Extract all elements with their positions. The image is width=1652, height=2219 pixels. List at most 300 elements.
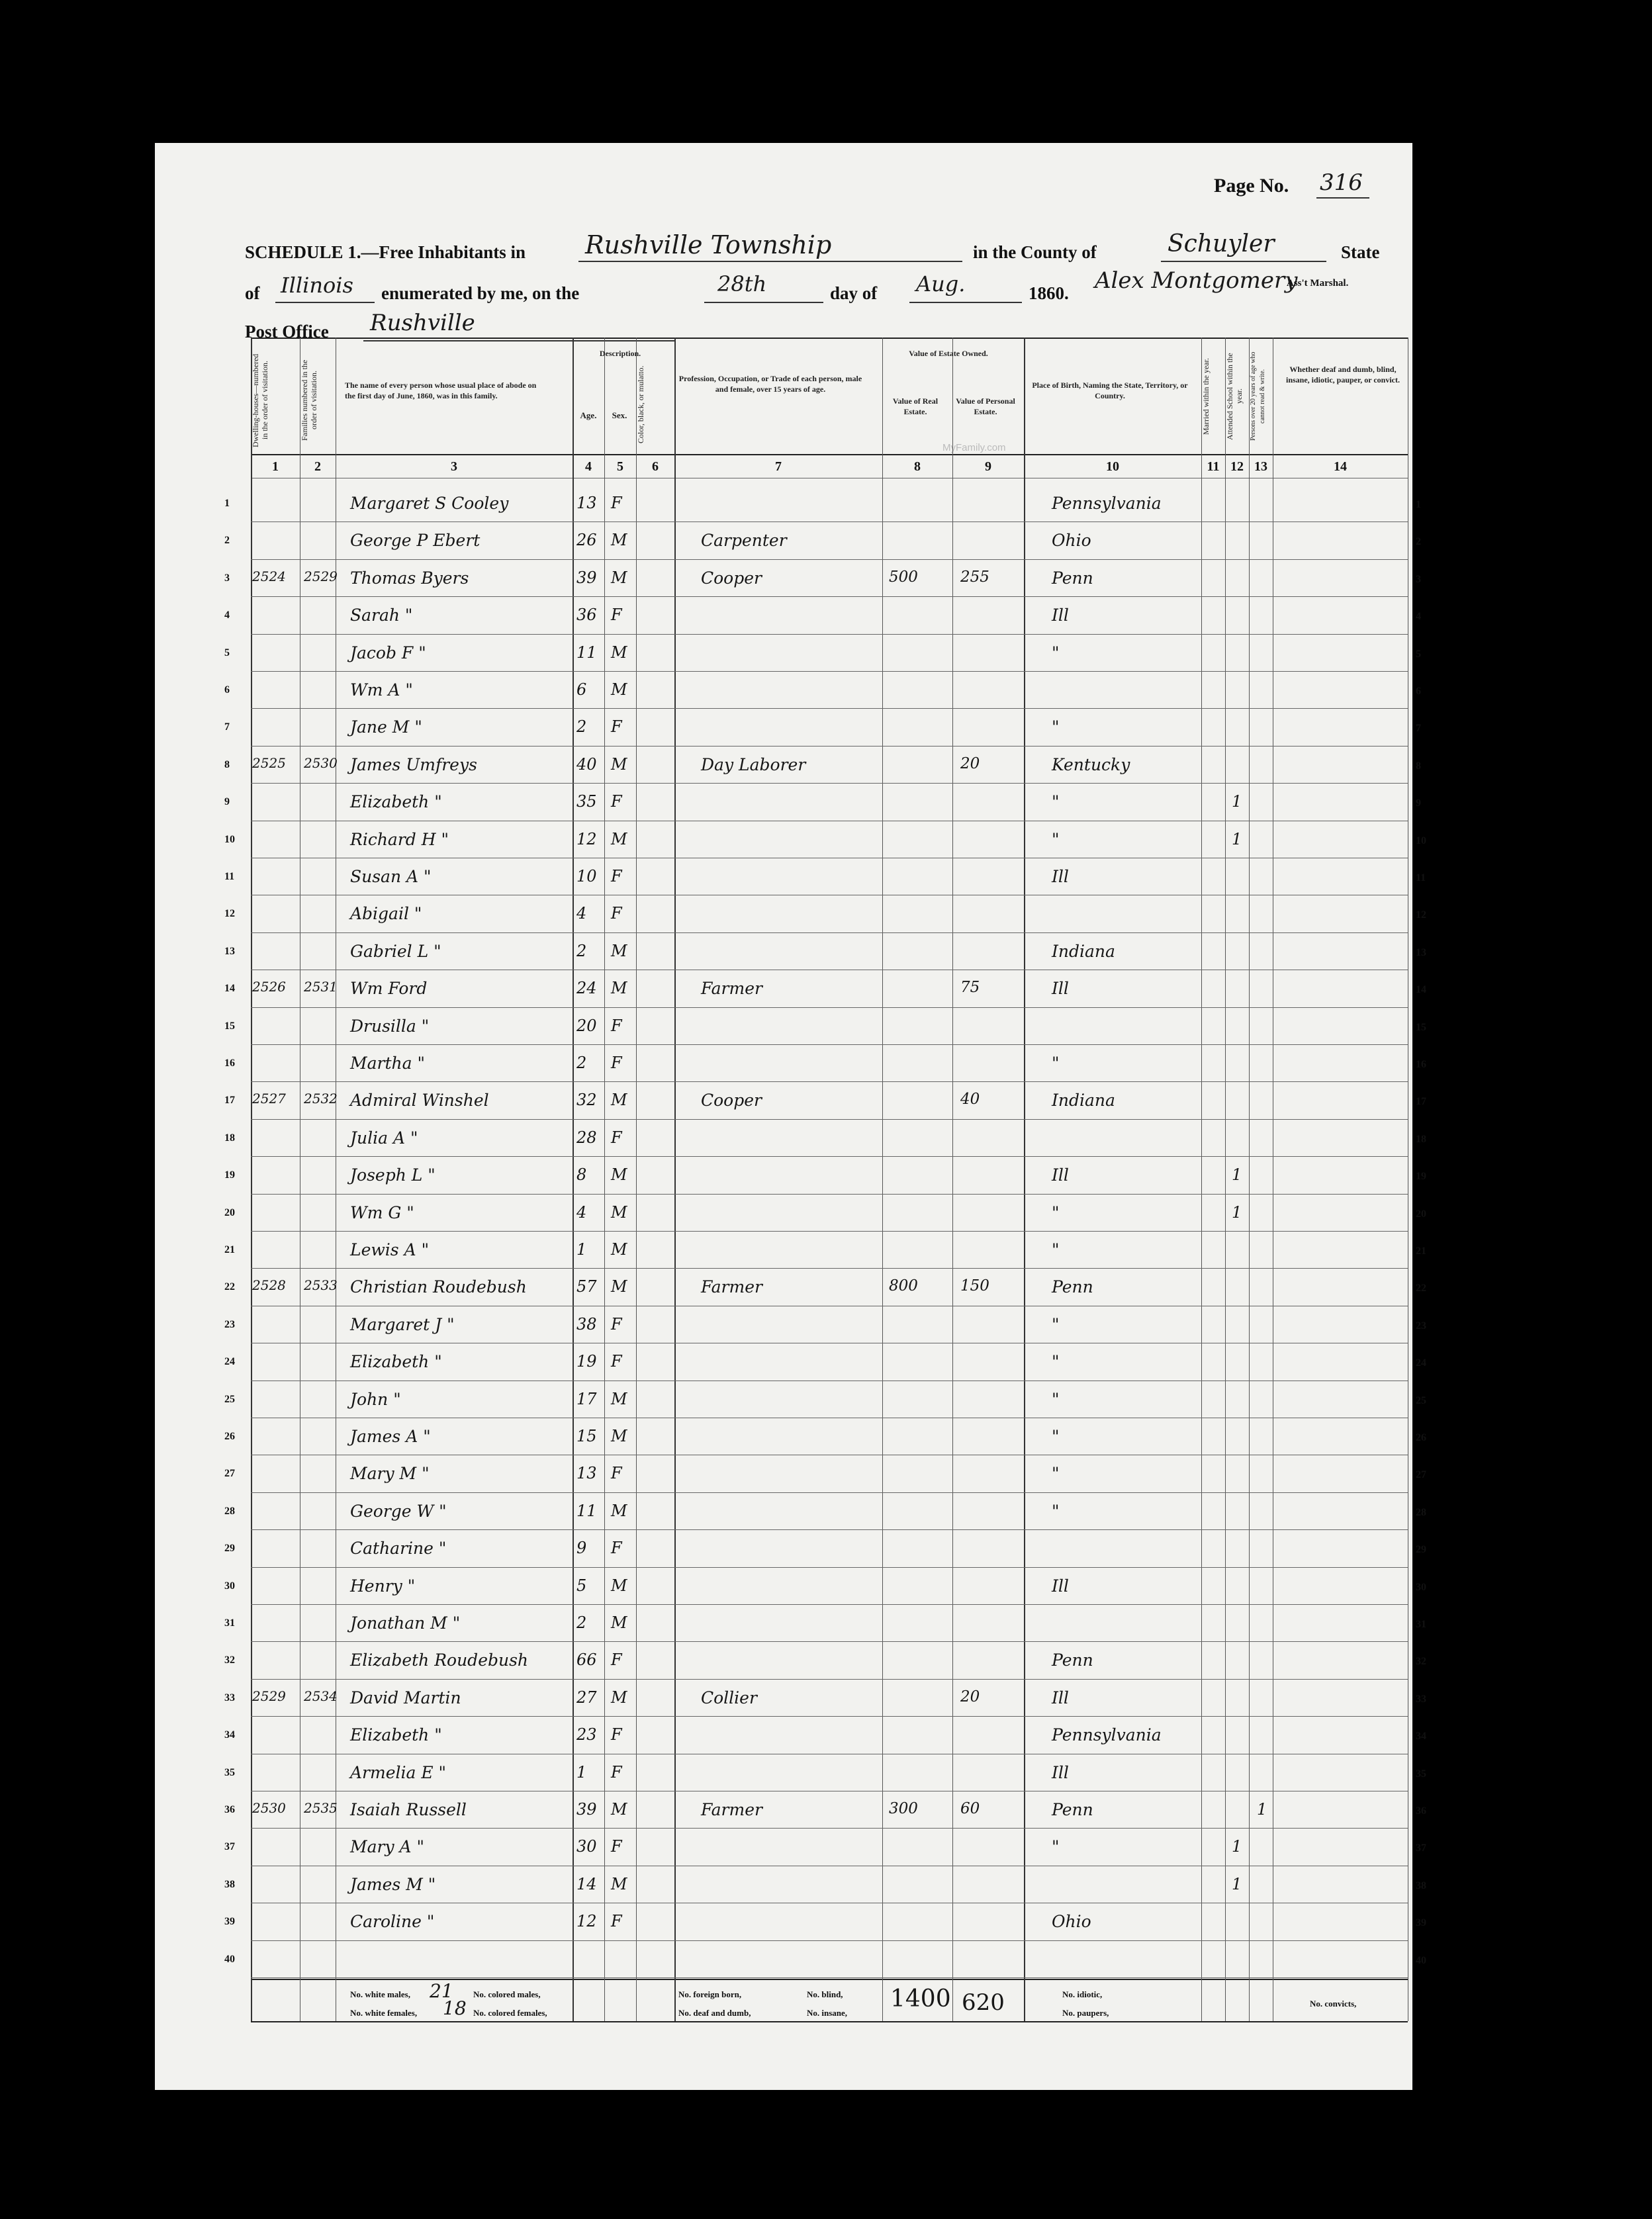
table-row [224, 895, 1426, 932]
column-number: 14 [1334, 459, 1347, 474]
place-of-birth: " [1052, 1427, 1060, 1446]
person-name: Margaret J " [350, 1314, 455, 1334]
col-birth-header: Place of Birth, Naming the State, Territory, or Country. [1032, 381, 1188, 400]
place-of-birth: Ohio [1052, 1912, 1091, 1932]
row-number-right: 23 [1416, 1320, 1426, 1332]
person-sex: F [611, 1762, 622, 1782]
person-name: Mary M " [350, 1464, 430, 1484]
row-number-left: 18 [224, 1132, 235, 1144]
place-of-birth: " [1052, 1389, 1060, 1409]
family-number: 2531 [304, 979, 338, 995]
person-sex: M [611, 643, 627, 662]
row-number-right: 5 [1416, 648, 1421, 660]
person-age: 40 [576, 754, 597, 774]
watermark: MyFamily.com [942, 442, 1006, 453]
table-row [224, 1828, 1426, 1865]
personal-estate-value: 20 [960, 754, 980, 772]
row-number-right: 8 [1416, 760, 1421, 772]
row-number-left: 32 [224, 1654, 235, 1666]
person-name: Joseph L " [350, 1165, 436, 1185]
table-row [224, 783, 1421, 820]
place-of-birth: Pennsylvania [1052, 1725, 1162, 1745]
deaf-dumb-label: No. deaf and dumb, [678, 2008, 751, 2018]
person-age: 57 [576, 1277, 597, 1296]
dwelling-number: 2528 [252, 1277, 286, 1294]
column-number: 8 [914, 459, 921, 474]
col-read-write-header: Persons over 20 years of age who cannot read & write. [1250, 351, 1266, 441]
table-row [224, 1306, 1426, 1343]
row-number-left: 9 [224, 796, 230, 808]
row-number-left: 36 [224, 1804, 235, 1815]
row-number-right: 32 [1416, 1656, 1426, 1668]
place-of-birth: Penn [1052, 1800, 1093, 1819]
dwelling-number: 2525 [252, 754, 286, 771]
person-sex: M [611, 568, 627, 587]
row-number-left: 3 [224, 572, 230, 584]
row-number-left: 24 [224, 1356, 235, 1368]
white-males-label: No. white males, [350, 1989, 410, 1999]
row-number-right: 38 [1416, 1879, 1426, 1891]
place-of-birth: " [1052, 1352, 1060, 1372]
person-sex: M [611, 1501, 627, 1520]
person-age: 1 [576, 1762, 587, 1782]
family-number: 2535 [304, 1800, 338, 1816]
place-of-birth: Indiana [1052, 941, 1115, 961]
person-sex: F [611, 1837, 622, 1856]
person-name: James A " [350, 1427, 431, 1446]
row-number-right: 29 [1416, 1544, 1426, 1556]
row-number-right: 26 [1416, 1432, 1426, 1443]
person-sex: F [611, 1912, 622, 1931]
day-underline [704, 302, 823, 303]
person-age: 8 [576, 1165, 587, 1185]
person-name: Armelia E " [350, 1762, 447, 1782]
table-row [224, 821, 1426, 858]
row-number-left: 37 [224, 1841, 235, 1853]
row-number-left: 19 [224, 1169, 235, 1181]
row-number-left: 16 [224, 1058, 235, 1069]
row-number-right: 19 [1416, 1171, 1426, 1183]
table-row [224, 1194, 1426, 1231]
person-name: Elizabeth Roudebush [350, 1651, 529, 1670]
table-row [224, 596, 1421, 633]
person-age: 6 [576, 680, 587, 699]
place-of-birth: " [1052, 717, 1060, 737]
row-number-right: 20 [1416, 1208, 1426, 1220]
foreign-born-label: No. foreign born, [678, 1989, 742, 1999]
person-name: Mary A " [350, 1837, 425, 1857]
person-age: 1 [576, 1240, 587, 1259]
person-age: 4 [576, 904, 587, 923]
row-number-right: 18 [1416, 1133, 1426, 1145]
column-number: 5 [617, 459, 623, 474]
row-number-left: 14 [224, 983, 235, 995]
attended-school-mark: 1 [1232, 1165, 1242, 1185]
table-row [224, 1044, 1426, 1081]
township: Rushville Township [585, 230, 832, 259]
column-number: 3 [451, 459, 457, 474]
table-row [224, 1381, 1426, 1418]
col-dwelling-header: Dwelling-houses—numbered in the order of visitation. [251, 353, 269, 447]
person-name: Gabriel L " [350, 941, 441, 961]
person-name: Sarah " [350, 606, 413, 625]
blind-label: No. blind, [807, 1989, 843, 1999]
row-number-right: 27 [1416, 1469, 1426, 1481]
row-number-right: 6 [1416, 686, 1421, 697]
table-row [224, 1641, 1426, 1678]
row-number-left: 5 [224, 647, 230, 658]
month-underline [909, 302, 1022, 303]
person-name: Richard H " [350, 829, 449, 849]
county: Schuyler [1168, 230, 1275, 257]
table-row [224, 1081, 1426, 1118]
person-name: Margaret S Cooley [350, 494, 509, 513]
place-of-birth: Penn [1052, 1277, 1093, 1297]
family-number: 2532 [304, 1091, 338, 1107]
table-row [224, 1791, 1426, 1828]
person-age: 15 [576, 1427, 597, 1445]
person-age: 32 [576, 1091, 597, 1110]
table-row [224, 521, 1421, 559]
person-sex: M [611, 1613, 627, 1632]
person-age: 28 [576, 1128, 597, 1147]
person-name: Jonathan M " [350, 1613, 461, 1633]
row-number-left: 22 [224, 1281, 235, 1293]
place-of-birth: Indiana [1052, 1091, 1115, 1110]
row-number-right: 22 [1416, 1283, 1426, 1294]
attended-school-mark: 1 [1232, 1202, 1242, 1222]
person-sex: M [611, 1240, 627, 1259]
table-row [224, 1716, 1426, 1753]
person-age: 26 [576, 531, 597, 550]
dwelling-number: 2524 [252, 568, 286, 584]
column-number: 9 [985, 459, 991, 474]
row-number-right: 1 [1416, 499, 1421, 510]
person-sex: M [611, 1427, 627, 1445]
person-sex: M [611, 754, 627, 774]
person-sex: F [611, 1352, 622, 1371]
person-age: 30 [576, 1837, 597, 1856]
person-age: 13 [576, 1464, 597, 1483]
marshal-name: Alex Montgomery [1095, 267, 1298, 294]
page-number-label: Page No. [1214, 175, 1289, 197]
col-age-header: Age. [580, 410, 597, 420]
person-sex: F [611, 1464, 622, 1483]
row-number-right: 24 [1416, 1357, 1426, 1369]
person-sex: M [611, 979, 627, 998]
row-number-left: 30 [224, 1580, 235, 1592]
page-number-underline [1316, 197, 1369, 199]
row-number-right: 39 [1416, 1917, 1426, 1929]
person-age: 5 [576, 1576, 587, 1595]
person-sex: M [611, 1091, 627, 1110]
attended-school-mark: 1 [1232, 792, 1242, 811]
white-females-label: No. white females, [350, 2008, 418, 2018]
person-name: James Umfreys [350, 754, 477, 774]
table-bottom-rule [251, 2021, 1408, 2022]
col-family-header: Families numbered in the order of visitation. [300, 359, 318, 441]
person-age: 19 [576, 1352, 597, 1371]
family-number: 2534 [304, 1688, 338, 1704]
person-name: Isaiah Russell [350, 1800, 467, 1819]
person-name: Wm Ford [350, 979, 428, 999]
row-number-right: 11 [1416, 872, 1426, 883]
day: 28th [717, 271, 767, 296]
personal-estate-value: 40 [960, 1091, 980, 1109]
row-number-left: 8 [224, 758, 230, 770]
column-number: 12 [1230, 459, 1244, 474]
person-sex: M [611, 1576, 627, 1595]
person-name: Susan A " [350, 867, 432, 886]
person-sex: M [611, 1277, 627, 1296]
person-name: Jane M " [350, 717, 422, 737]
person-name: David Martin [350, 1688, 461, 1707]
person-sex: M [611, 1688, 627, 1707]
person-sex: F [611, 1651, 622, 1670]
person-sex: M [611, 829, 627, 848]
person-age: 11 [576, 1501, 597, 1520]
place-of-birth: Ill [1052, 1762, 1069, 1782]
person-sex: M [611, 1202, 627, 1222]
place-of-birth: " [1052, 1202, 1060, 1222]
person-name: Abigail " [350, 904, 422, 924]
personal-estate-total: 620 [962, 1989, 1005, 2016]
year: 1860. [1029, 283, 1069, 303]
person-age: 39 [576, 1800, 597, 1819]
person-name: Drusilla " [350, 1016, 430, 1036]
table-row [224, 1119, 1426, 1156]
person-age: 2 [576, 1613, 587, 1632]
table-row [224, 746, 1421, 783]
place-of-birth: Ill [1052, 979, 1069, 999]
row-number-left: 2 [224, 535, 230, 547]
person-sex: F [611, 1016, 622, 1035]
person-name: Christian Roudebush [350, 1277, 527, 1297]
township-underline [578, 261, 962, 262]
col-name-header: The name of every person whose usual place of abode on the first day of June, 1860, was in this family. [345, 381, 537, 400]
person-age: 12 [576, 1912, 597, 1931]
row-number-left: 35 [224, 1766, 235, 1778]
family-number: 2533 [304, 1277, 338, 1294]
person-age: 17 [576, 1389, 597, 1408]
col-occupation-header: Profession, Occupation, or Trade of each person, male and female, over 15 years of age. [678, 374, 862, 394]
occupation: Cooper [701, 568, 762, 588]
row-number-right: 13 [1416, 946, 1426, 958]
person-sex: F [611, 606, 622, 625]
dwelling-number: 2530 [252, 1800, 286, 1816]
person-age: 35 [576, 792, 597, 811]
col-personal-estate-header: Value of Personal Estate. [956, 396, 1015, 416]
table-row [224, 1903, 1426, 1940]
column-number: 6 [652, 459, 659, 474]
real-estate-value: 500 [889, 568, 918, 586]
table-row [224, 671, 1421, 708]
row-number-left: 40 [224, 1953, 235, 1965]
row-number-left: 12 [224, 908, 235, 920]
person-name: Caroline " [350, 1912, 435, 1932]
person-name: John " [350, 1389, 401, 1409]
row-number-right: 34 [1416, 1731, 1426, 1743]
person-sex: M [611, 531, 627, 550]
estate-header: Value of Estate Owned. [909, 349, 988, 358]
person-sex: F [611, 717, 622, 737]
personal-estate-value: 255 [960, 568, 989, 586]
row-number-left: 29 [224, 1543, 235, 1555]
attended-school-mark: 1 [1232, 1874, 1242, 1893]
personal-estate-value: 20 [960, 1688, 980, 1705]
attended-school-mark: 1 [1232, 1837, 1242, 1856]
table-row [224, 559, 1421, 596]
person-name: Martha " [350, 1054, 425, 1073]
row-number-right: 14 [1416, 984, 1426, 996]
occupation: Carpenter [701, 531, 787, 551]
row-number-right: 21 [1416, 1245, 1426, 1257]
person-name: Wm A " [350, 680, 413, 700]
person-age: 4 [576, 1202, 587, 1222]
person-sex: F [611, 1314, 622, 1334]
row-number-right: 4 [1416, 611, 1421, 623]
header-bottom-rule [251, 454, 1408, 455]
row-number-right: 7 [1416, 723, 1421, 735]
census-sheet [155, 143, 1426, 2090]
table-row [224, 1567, 1426, 1604]
real-estate-value: 300 [889, 1800, 918, 1817]
place-of-birth: Ohio [1052, 531, 1091, 551]
table-row [224, 1268, 1426, 1305]
person-sex: M [611, 941, 627, 960]
row-number-left: 38 [224, 1878, 235, 1890]
row-number-right: 9 [1416, 797, 1421, 809]
place-of-birth: " [1052, 1054, 1060, 1073]
person-age: 11 [576, 643, 597, 662]
occupation: Cooper [701, 1091, 762, 1110]
idiotic-label: No. idiotic, [1062, 1989, 1103, 1999]
table-row [224, 1492, 1426, 1529]
person-name: Elizabeth " [350, 1725, 442, 1745]
row-number-left: 1 [224, 498, 230, 509]
day-of-label: day of [830, 283, 878, 303]
person-age: 10 [576, 867, 597, 885]
person-name: George P Ebert [350, 531, 481, 551]
person-name: Thomas Byers [350, 568, 469, 588]
person-name: Elizabeth " [350, 792, 442, 812]
person-name: George W " [350, 1501, 447, 1521]
census-table [224, 338, 1426, 2021]
table-row [224, 1418, 1426, 1455]
row-number-right: 12 [1416, 909, 1426, 921]
column-number: 11 [1207, 459, 1220, 474]
row-number-left: 7 [224, 721, 230, 733]
place-of-birth: " [1052, 1501, 1060, 1521]
table-row [224, 1156, 1426, 1193]
col-married-header: Married within the year. [1201, 358, 1211, 435]
person-sex: M [611, 1874, 627, 1893]
row-number-left: 17 [224, 1095, 235, 1107]
occupation: Collier [701, 1688, 757, 1707]
place-of-birth: " [1052, 1314, 1060, 1334]
dwelling-number: 2527 [252, 1091, 286, 1107]
place-of-birth: Ill [1052, 1576, 1069, 1596]
row-number-left: 39 [224, 1916, 235, 1928]
person-age: 9 [576, 1539, 587, 1558]
post-office: Rushville [370, 310, 475, 336]
col-color-header: Color, black, or mulatto. [636, 365, 645, 443]
marshal-label: Ass't Marshal. [1287, 278, 1349, 289]
attended-school-mark: 1 [1232, 829, 1242, 848]
place-of-birth: " [1052, 1464, 1060, 1484]
table-row [224, 1940, 1426, 1977]
row-number-left: 27 [224, 1468, 235, 1480]
table-row [224, 1007, 1426, 1044]
table-row [224, 1866, 1426, 1903]
row-number-right: 28 [1416, 1506, 1426, 1518]
person-name: Lewis A " [350, 1240, 430, 1259]
table-row [224, 1604, 1426, 1641]
col-sex-header: Sex. [612, 410, 627, 420]
state-label: State [1341, 242, 1380, 262]
person-sex: M [611, 1165, 627, 1185]
cannot-read-mark: 1 [1257, 1800, 1267, 1819]
table-row [224, 1529, 1426, 1566]
colored-males-label: No. colored males, [473, 1989, 541, 1999]
place-of-birth: Ill [1052, 606, 1069, 625]
dwelling-number: 2526 [252, 979, 286, 995]
row-number-left: 33 [224, 1692, 235, 1703]
row-number-right: 17 [1416, 1096, 1426, 1108]
place-of-birth: " [1052, 1240, 1060, 1259]
place-of-birth: " [1052, 1837, 1060, 1857]
row-number-right: 2 [1416, 536, 1421, 548]
column-number: 1 [272, 459, 279, 474]
enumerated-label: enumerated by me, on the [381, 283, 580, 303]
column-number: 7 [775, 459, 782, 474]
row-number-right: 33 [1416, 1693, 1426, 1705]
place-of-birth: Penn [1052, 1651, 1093, 1670]
dwelling-number: 2529 [252, 1688, 286, 1704]
row-number-right: 37 [1416, 1842, 1426, 1854]
page-number: 316 [1320, 169, 1363, 196]
personal-estate-value: 75 [960, 979, 980, 997]
row-number-left: 21 [224, 1244, 235, 1255]
insane-label: No. insane, [807, 2008, 848, 2018]
person-name: Jacob F " [350, 643, 426, 662]
person-name: Henry " [350, 1576, 416, 1596]
footer-top-rule [251, 1979, 1408, 1980]
person-age: 2 [576, 717, 587, 737]
person-age: 27 [576, 1688, 597, 1707]
row-number-right: 3 [1416, 573, 1421, 585]
row-number-right: 31 [1416, 1619, 1426, 1630]
table-row [224, 1679, 1426, 1716]
person-name: James M " [350, 1874, 436, 1894]
person-sex: M [611, 1389, 627, 1408]
person-age: 24 [576, 979, 597, 998]
row-number-right: 16 [1416, 1059, 1426, 1070]
person-sex: F [611, 1725, 622, 1744]
place-of-birth: Kentucky [1052, 754, 1130, 774]
person-sex: F [611, 792, 622, 811]
row-number-right: 25 [1416, 1394, 1426, 1406]
person-age: 2 [576, 941, 587, 960]
row-number-right: 40 [1416, 1954, 1426, 1966]
row-number-left: 25 [224, 1393, 235, 1405]
person-name: Catharine " [350, 1539, 447, 1559]
white-males: 21 [430, 1980, 453, 2002]
column-number: 13 [1254, 459, 1267, 474]
row-number-left: 20 [224, 1206, 235, 1218]
table-row [224, 708, 1421, 745]
col-real-estate-header: Value of Real Estate. [892, 396, 939, 416]
